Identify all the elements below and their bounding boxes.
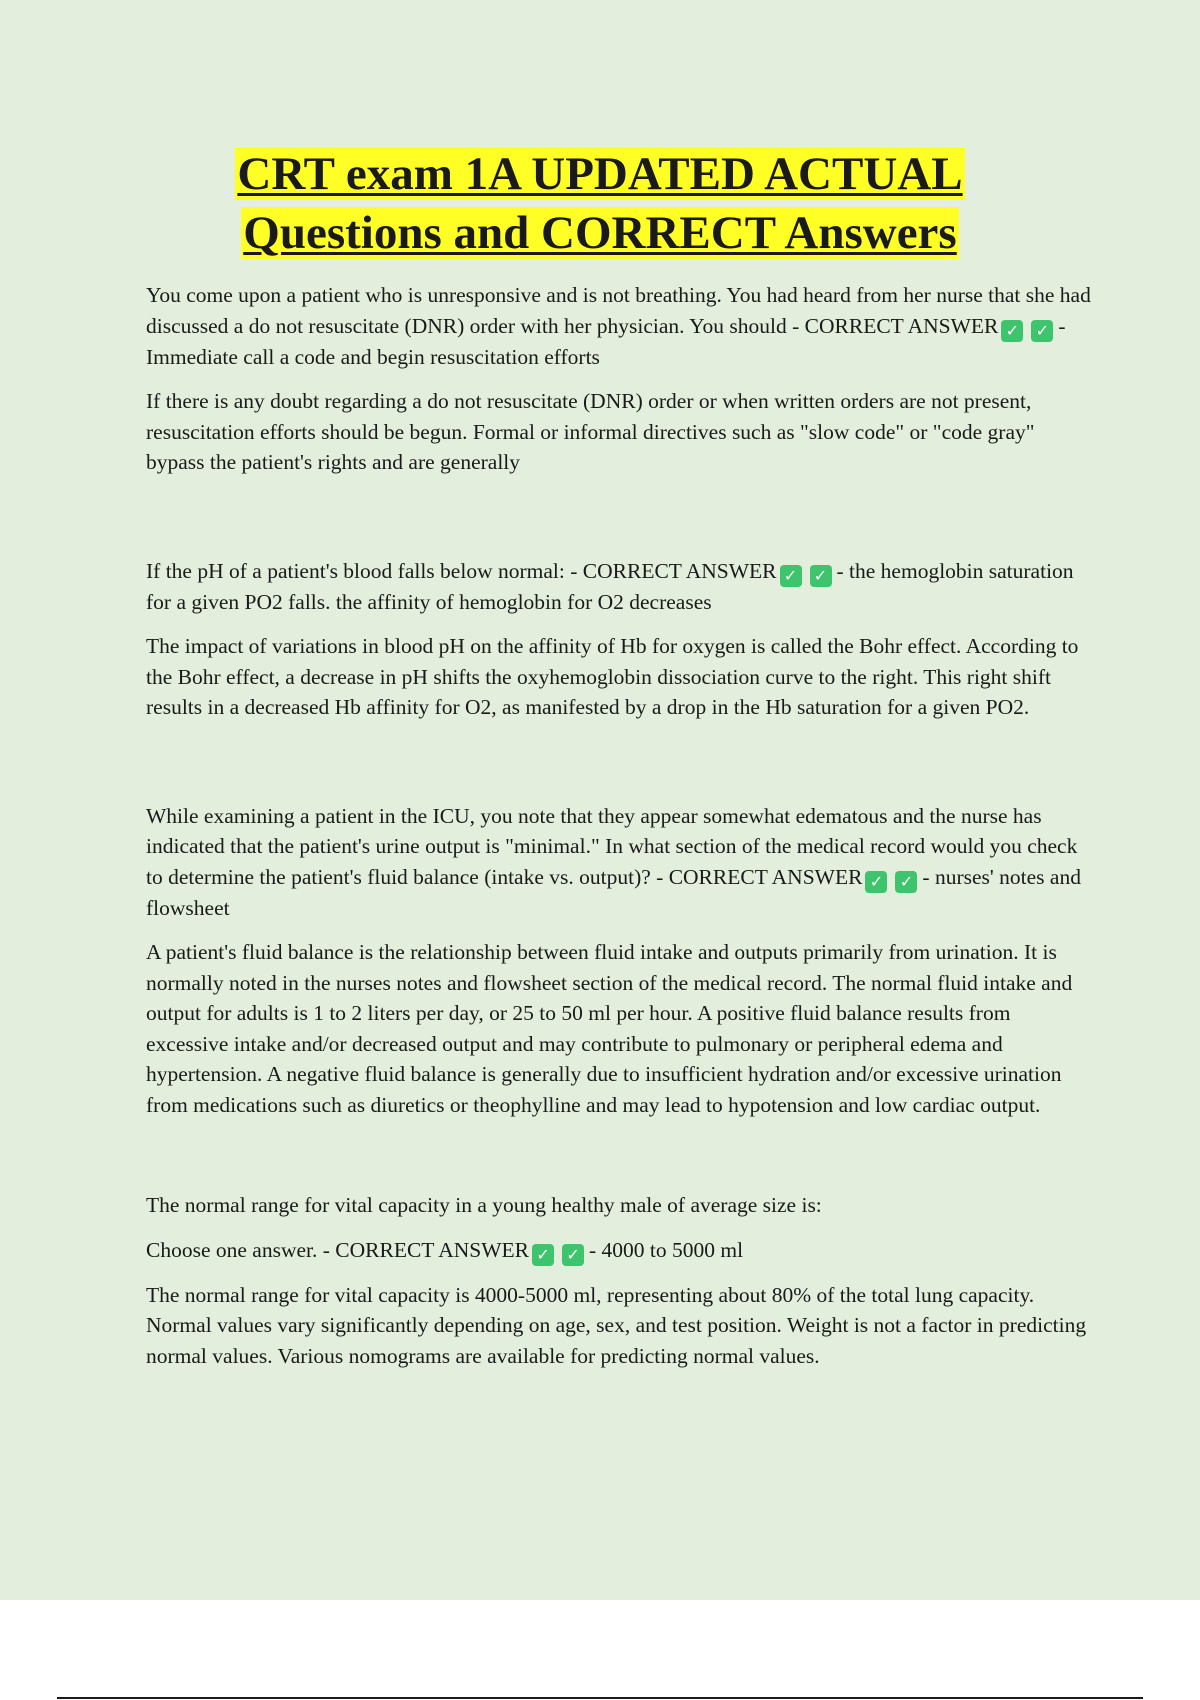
question-1	[146, 280, 1091, 372]
check-icon: ✓	[810, 565, 832, 587]
question-text: While examining a patient in the ICU, you note that they appear somewhat edematous and the nurse has indicated that the patient's urine output is "minimal." In what section of the medical record would you check to determine the patient's fluid balance (intake vs. output)? -	[146, 803, 1078, 889]
question-4-choice	[146, 1235, 1091, 1266]
explanation-1: If there is any doubt regarding a do not resuscitate (DNR) order or when written orders are not present, resuscitation efforts should be begun. Formal or informal directives such as "slow code" or "code gray" bypass the patient's rights and are generally	[146, 389, 1035, 474]
answer-text: - 4000 to 5000 ml	[589, 1237, 744, 1262]
correct-answer-label: CORRECT ANSWER	[668, 864, 863, 889]
explanation-2: The impact of variations in blood pH on the affinity of Hb for oxygen is called the Bohr effect. According to the Bohr effect, a decrease in pH shifts the oxyhemoglobin dissociation curve to the right. This right shift results in a decreased Hb affinity for O2, as manifested by a drop in the Hb saturation for a given PO2.	[146, 634, 1079, 719]
answer-text: - Immediate call a code and begin resuscitation efforts	[146, 313, 1066, 369]
explanation-4: The normal range for vital capacity is 4000-5000 ml, representing about 80% of the total lung capacity. Normal values vary significantly depending on age, sex, and test position. Weight is not a factor in predicting normal values. Various nomograms are available for predicting normal values.	[146, 1282, 1087, 1368]
question-text: You come upon a patient who is unresponsive and is not breathing. You had heard from her nurse that she had discussed a do not resuscitate (DNR) order with her physician. You should -	[146, 283, 1091, 338]
title-line-2: Questions and CORRECT Answers	[243, 207, 957, 259]
correct-answer-label: CORRECT ANSWER	[804, 313, 999, 338]
question-2	[146, 556, 1091, 618]
check-icon: ✓	[780, 565, 802, 587]
correct-answer-label: CORRECT ANSWER	[335, 1237, 530, 1262]
check-icon: ✓	[532, 1244, 554, 1266]
question-text: If the pH of a patient's blood falls below normal: -	[146, 558, 583, 583]
bottom-divider	[57, 1697, 1143, 1699]
answer-text: - nurses' notes and flowsheet	[146, 864, 1081, 920]
qa-content	[146, 280, 1091, 1385]
question-3	[146, 801, 1091, 924]
explanation-3: A patient's fluid balance is the relationship between fluid intake and outputs primarily from urination. It is normally noted in the nurses notes and flowsheet section of the medical record. The normal fluid intake and output for adults is 1 to 2 liters per day, or 25 to 50 ml per hour. A positive fluid balance results from excessive intake and/or decreased output and may contribute to pulmonary or peripheral edema and hypertension. A negative fluid balance is generally due to insufficient hydration and/or excessive urination from medications such as diuretics or theophylline and may lead to hypotension and low cardiac output.	[146, 940, 1073, 1117]
check-icon: ✓	[562, 1244, 584, 1266]
question-4: The normal range for vital capacity in a young healthy male of average size is:	[146, 1193, 822, 1217]
answer-text: - the hemoglobin saturation for a given PO2 falls. the affinity of hemoglobin for O2 decreases	[146, 558, 1074, 614]
check-icon: ✓	[1001, 320, 1023, 342]
check-icon: ✓	[1031, 320, 1053, 342]
check-icon: ✓	[895, 871, 917, 893]
check-icon: ✓	[865, 871, 887, 893]
correct-answer-label: CORRECT ANSWER	[582, 558, 777, 583]
title-line-1: CRT exam 1A UPDATED ACTUAL	[237, 148, 963, 200]
question-text: Choose one answer. -	[146, 1237, 336, 1262]
document-title	[0, 145, 1200, 263]
